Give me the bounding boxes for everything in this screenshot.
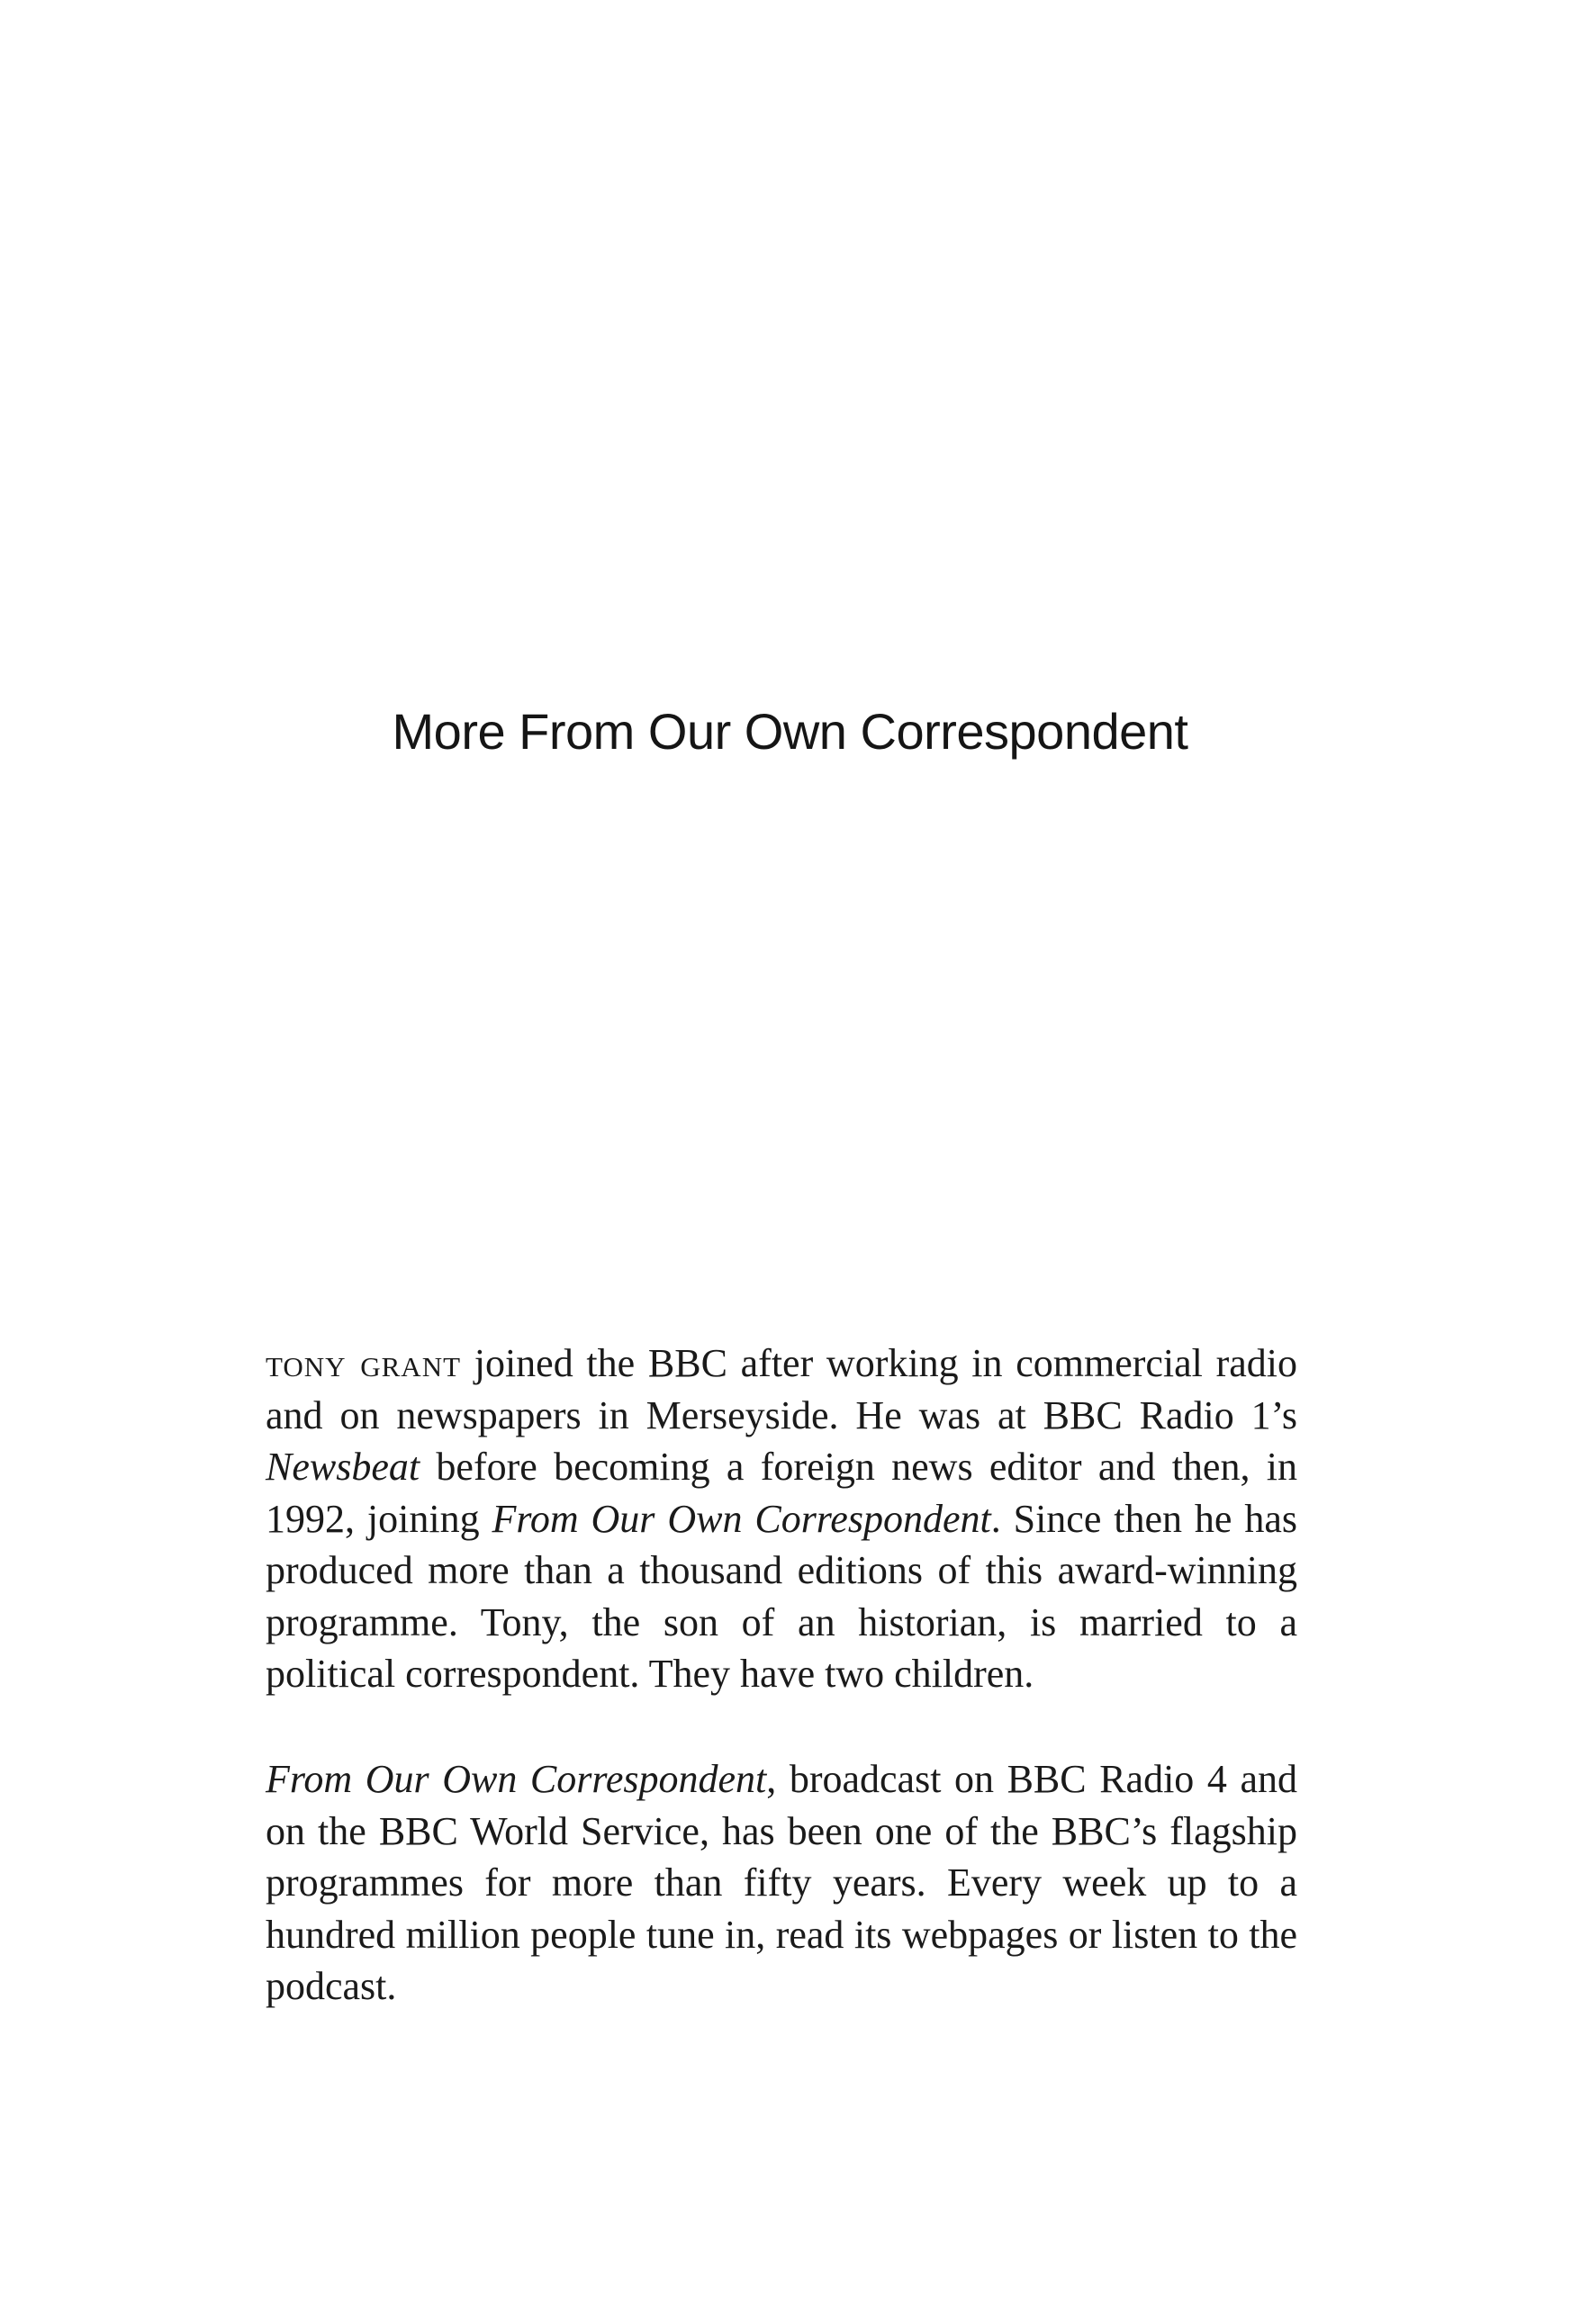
bio-text-3: . Since then he has produced more than a thousand editions of this award-winning programme. Tony, the son of an historian, is married to a political correspondent. They have two children.	[266, 1496, 1297, 1696]
blurb-text: , broadcast on BBC Radio 4 and on the BBC World Service, has been one of the BBC’s flagship programmes for more than fifty years. Every week up to a hundred million people tune in, read its webpages or listen to the podcast.	[266, 1757, 1297, 2008]
bio-text-1: joined the BBC after working in commercial radio and on newspapers in Merseyside. He was at BBC Radio 1’s	[266, 1341, 1297, 1437]
bio-italic-newsbeat: Newsbeat	[266, 1445, 420, 1489]
author-name: tony grant	[266, 1341, 462, 1385]
bio-text-2: before becoming a foreign news editor and then, in 1992, joining	[266, 1445, 1297, 1541]
blurb-italic-programme: From Our Own Correspondent	[266, 1757, 767, 1801]
page-title: More From Our Own Correspondent	[392, 703, 1188, 760]
bio-italic-programme: From Our Own Correspondent	[492, 1496, 991, 1541]
programme-blurb	[266, 1753, 1297, 2013]
author-bio	[266, 1338, 1297, 1700]
